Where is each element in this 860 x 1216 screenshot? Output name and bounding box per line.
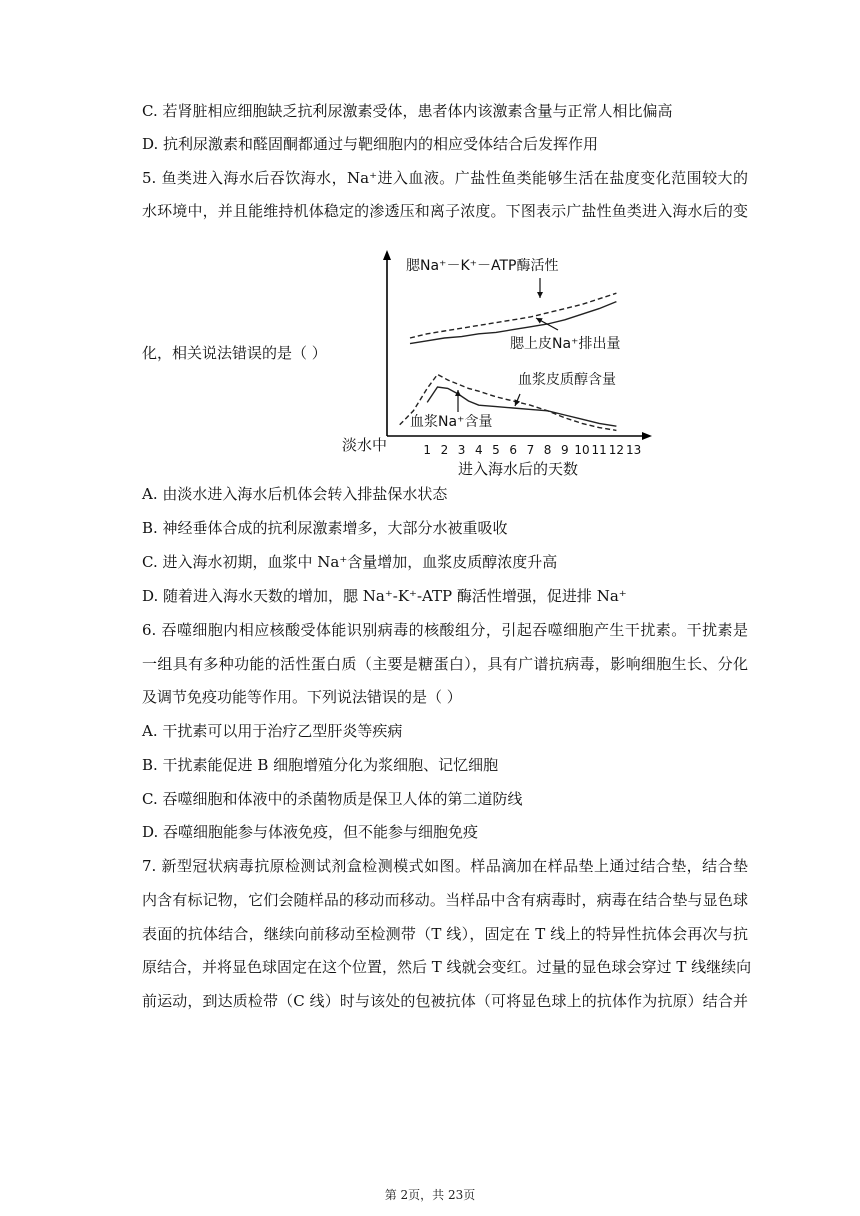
x-tick-6: 6	[509, 443, 518, 457]
text-line-q6-2: 一组具有多种功能的活性蛋白质（主要是糖蛋白），具有广谱抗病毒，影响细胞生长、分化	[142, 655, 748, 673]
x-tick-11: 11	[591, 443, 607, 457]
text-line-q6-3: 及调节免疫功能等作用。下列说法错误的是（ ）	[142, 688, 462, 706]
text-line-q7-3: 表面的抗体结合，继续向前移动至检测带（T 线），固定在 T 线上的特异性抗体会再次与抗	[142, 925, 748, 943]
text-line-q5-c: C. 进入海水初期，血浆中 Na⁺含量增加，血浆皮质醇浓度升高	[142, 553, 558, 571]
x-tick-5: 5	[492, 443, 500, 457]
text-line-d-prev: D. 抗利尿激素和醛固酮都通过与靶细胞内的相应受体结合后发挥作用	[142, 135, 599, 153]
x-tick-13: 13	[625, 443, 642, 457]
series-labels	[406, 257, 620, 430]
text-line-q7-4: 原结合，并将显色球固定在这个位置，然后 T 线就会变红。过量的显色球会穿过 T 线继续向	[142, 958, 752, 976]
text-line-q6-b: B. 干扰素能促进 B 细胞增殖分化为浆细胞、记忆细胞	[142, 756, 499, 774]
text-line-q7-2: 内含有标记物，它们会随样品的移动而移动。当样品中含有病毒时，病毒在结合垫与显色球	[142, 891, 748, 909]
x-tick-7: 7	[526, 443, 535, 457]
text-line-q5-a: A. 由淡水进入海水后机体会转入排盐保水状态	[142, 485, 448, 503]
series-label-1: 腮上皮Na⁺排出量	[510, 336, 621, 352]
series-label-0: 腮Na⁺－K⁺－ATP酶活性	[406, 258, 559, 274]
x-axis-arrow	[642, 432, 652, 440]
series-line-0	[410, 293, 616, 338]
text-line-c-prev: C. 若肾脏相应细胞缺乏抗利尿激素受体，患者体内该激素含量与正常人相比偏高	[142, 102, 673, 120]
line-chart	[340, 248, 660, 488]
x-tick-2: 2	[440, 443, 449, 457]
text-line-q5-1: 5. 鱼类进入海水后吞饮海水，Na⁺进入血液。广盐性鱼类能够生活在盐度变化范围较大的	[142, 169, 748, 187]
x-axis-label: 进入海水后的天数	[458, 460, 579, 478]
x-tick-12: 12	[608, 443, 625, 457]
chart-series	[400, 293, 617, 430]
text-line-q6-1: 6. 吞噬细胞内相应核酸受体能识别病毒的核酸组分，引起吞噬细胞产生干扰素。干扰素是	[142, 621, 748, 639]
text-line-q6-d: D. 吞噬细胞能参与体液免疫，但不能参与细胞免疫	[142, 823, 479, 841]
x-tick-1: 1	[423, 443, 432, 457]
x-tick-labels	[423, 443, 641, 457]
x-tick-8: 8	[543, 443, 552, 457]
series-label-2: 血浆皮质醇含量	[518, 372, 616, 388]
text-line-q6-a: A. 干扰素可以用于治疗乙型肝炎等疾病	[142, 722, 403, 740]
series-label-3: 血浆Na⁺含量	[410, 414, 493, 430]
text-line-q5-b: B. 神经垂体合成的抗利尿激素增多，大部分水被重吸收	[142, 519, 508, 537]
text-line-q5-d: D. 随着进入海水天数的增加，腮 Na⁺-K⁺-ATP 酶活性增强，促进排 Na⁺	[142, 587, 627, 605]
y-axis-arrow	[383, 250, 391, 260]
text-line-q6-c: C. 吞噬细胞和体液中的杀菌物质是保卫人体的第二道防线	[142, 790, 523, 808]
x-tick-4: 4	[474, 443, 483, 457]
text-line-q5-3: 化，相关说法错误的是（ ）	[142, 344, 327, 362]
x-start-label: 淡水中	[342, 436, 388, 454]
series-arrowhead-0	[537, 292, 543, 298]
x-tick-9: 9	[560, 443, 569, 457]
text-line-q7-1: 7. 新型冠状病毒抗原检测试剂盒检测模式如图。样品滴加在样品垫上通过结合垫，结合垫	[142, 857, 748, 875]
text-line-q7-5: 前运动，到达质检带（C 线）时与该处的包被抗体（可将显色球上的抗体作为抗原）结合并	[142, 992, 748, 1010]
page-footer: 第 2页，共 23页	[384, 1188, 476, 1202]
text-line-q5-2: 水环境中，并且能维持机体稳定的渗透压和离子浓度。下图表示广盐性鱼类进入海水后的变	[142, 202, 748, 220]
x-tick-3: 3	[457, 443, 466, 457]
x-tick-10: 10	[574, 443, 590, 457]
